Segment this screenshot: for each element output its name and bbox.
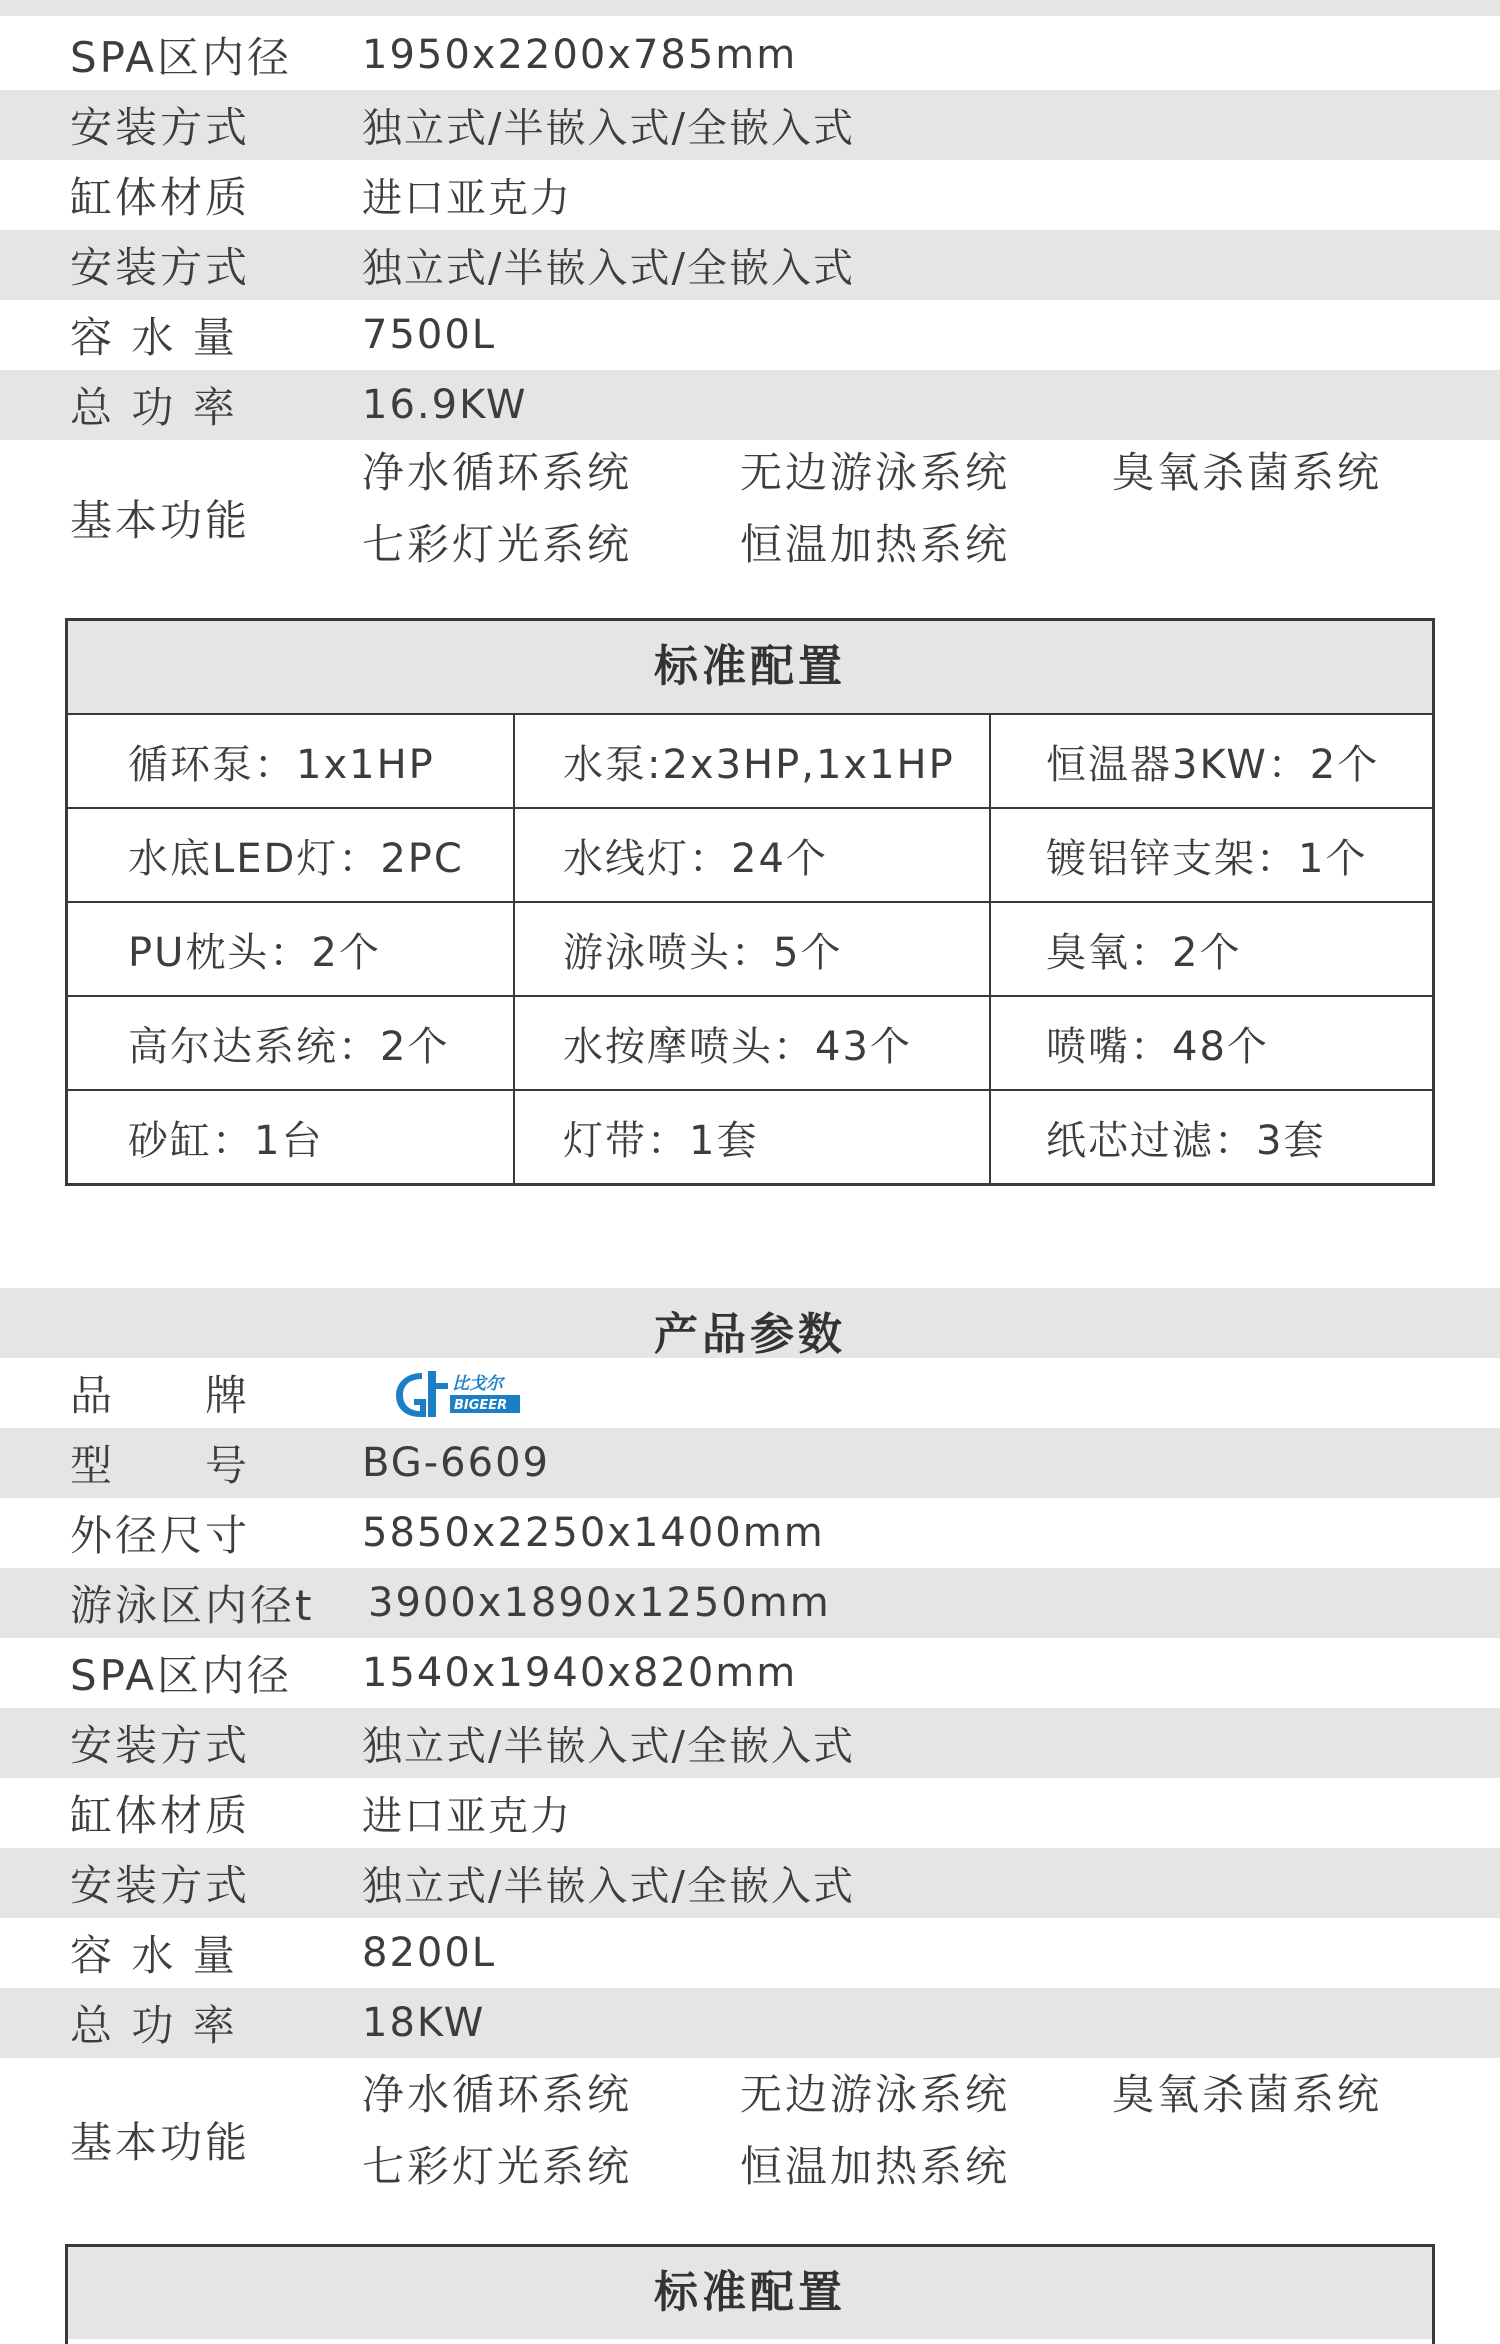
spec-label: 缸体材质	[70, 1791, 251, 1840]
spec-row	[0, 370, 1500, 440]
spec-row	[0, 90, 1500, 160]
spec-value: 8200L	[362, 1930, 497, 1976]
feature-item: 臭氧杀菌系统	[1112, 448, 1383, 497]
config-title: 标准配置	[68, 2247, 1432, 2339]
spec-label: 游泳区内径t	[70, 1581, 315, 1630]
config-row	[68, 997, 1432, 1091]
feature-item: 七彩灯光系统	[362, 2142, 633, 2191]
spec-value: 独立式/半嵌入式/全嵌入式	[362, 1863, 855, 1910]
product-title-band	[0, 1288, 1500, 1358]
spec-row	[0, 1708, 1500, 1778]
spec-label: 安装方式	[70, 243, 251, 292]
config-cell: 喷嘴：48个	[1046, 1023, 1269, 1070]
spec-value: 3900x1890x1250mm	[368, 1580, 831, 1626]
config-cell: 臭氧：2个	[1046, 929, 1242, 976]
brand-logo-text: 比戈尔	[452, 1374, 503, 1394]
spec-value: 7500L	[362, 312, 497, 358]
config-cell: 水线灯：24个	[515, 809, 991, 901]
config-cell: 水按摩喷头：43个	[515, 997, 991, 1089]
spec-label: 总 功 率	[70, 383, 238, 432]
config-cell: 水泵:2x3HP,1x1HP	[515, 715, 991, 807]
spec-value: 1540x1940x820mm	[362, 1650, 798, 1696]
feature-item: 臭氧杀菌系统	[1112, 2070, 1383, 2119]
spec-value: 进口亚克力	[362, 175, 572, 222]
spec-label: 容 水 量	[70, 313, 238, 362]
brand-logo-sub: BIGEER	[454, 1398, 508, 1413]
spec-value: 独立式/半嵌入式/全嵌入式	[362, 105, 855, 152]
spec-row	[0, 20, 1500, 90]
config-row	[68, 903, 1432, 997]
config-cell: 恒温器3KW：2个	[1046, 741, 1380, 788]
spec-label: SPA区内径	[70, 33, 293, 82]
spec-row	[0, 300, 1500, 370]
spec-value: 独立式/半嵌入式/全嵌入式	[362, 245, 855, 292]
config-cell: 循环泵：1x1HP	[68, 715, 515, 807]
spec-label: 缸体材质	[70, 173, 251, 222]
config-table	[65, 618, 1435, 1186]
spec-row	[0, 1568, 1500, 1638]
spec-row	[0, 1848, 1500, 1918]
spec-label: 型 号	[70, 1441, 251, 1490]
feature-item: 净水循环系统	[362, 2070, 633, 2119]
spec-label: 安装方式	[70, 1721, 251, 1770]
features-label: 基本功能	[70, 496, 251, 545]
config-table-2	[65, 2244, 1435, 2344]
spec-value: 16.9KW	[362, 382, 528, 428]
features-row	[0, 440, 1500, 585]
brand-row	[0, 1358, 1500, 1428]
feature-item: 七彩灯光系统	[362, 520, 633, 569]
config-cell: 纸芯过滤：3套	[1046, 1117, 1326, 1164]
spec-label: 安装方式	[70, 1861, 251, 1910]
spec-row	[0, 1498, 1500, 1568]
config-cell: 游泳喷头：5个	[515, 903, 991, 995]
config-cell: 高尔达系统：2个	[68, 997, 515, 1089]
features-label: 基本功能	[70, 2118, 251, 2167]
config-row	[68, 1091, 1432, 1183]
spec-value: 18KW	[362, 2000, 486, 2046]
spec-value: 1950x2200x785mm	[362, 32, 798, 78]
spec-value: BG-6609	[362, 1440, 550, 1486]
config-cell: 水底LED灯：2PC	[68, 809, 515, 901]
config-cell: PU枕头：2个	[68, 903, 515, 995]
spec-value: 5850x2250x1400mm	[362, 1510, 825, 1556]
spec-row	[0, 1638, 1500, 1708]
spec-row	[0, 160, 1500, 230]
feature-item: 无边游泳系统	[740, 448, 1011, 497]
feature-item: 无边游泳系统	[740, 2070, 1011, 2119]
feature-item: 恒温加热系统	[740, 2142, 1011, 2191]
spec-row	[0, 1428, 1500, 1498]
spec-label: 外径尺寸	[70, 1511, 251, 1560]
spec-label: 总 功 率	[70, 2001, 238, 2050]
spec-value: 进口亚克力	[362, 1793, 572, 1840]
config-row	[68, 715, 1432, 809]
features-row	[0, 2062, 1500, 2207]
feature-item: 净水循环系统	[362, 448, 633, 497]
config-title: 标准配置	[68, 621, 1432, 715]
spec-row	[0, 1988, 1500, 2058]
spec-value: 独立式/半嵌入式/全嵌入式	[362, 1723, 855, 1770]
config-cell: 镀铝锌支架：1个	[1046, 835, 1368, 882]
config-cell: 灯带：1套	[515, 1091, 991, 1183]
feature-item: 恒温加热系统	[740, 520, 1011, 569]
config-row	[68, 809, 1432, 903]
brand-logo	[392, 1365, 522, 1421]
spec-label: 安装方式	[70, 103, 251, 152]
brand-label: 品 牌	[70, 1371, 251, 1420]
spec-row	[0, 1918, 1500, 1988]
cut-row	[0, 0, 1500, 16]
spec-label: SPA区内径	[70, 1651, 293, 1700]
product-title: 产品参数	[654, 1309, 846, 1360]
spec-row	[0, 230, 1500, 300]
spec-label: 容 水 量	[70, 1931, 238, 1980]
config-cell: 砂缸：1台	[68, 1091, 515, 1183]
spec-row	[0, 1778, 1500, 1848]
